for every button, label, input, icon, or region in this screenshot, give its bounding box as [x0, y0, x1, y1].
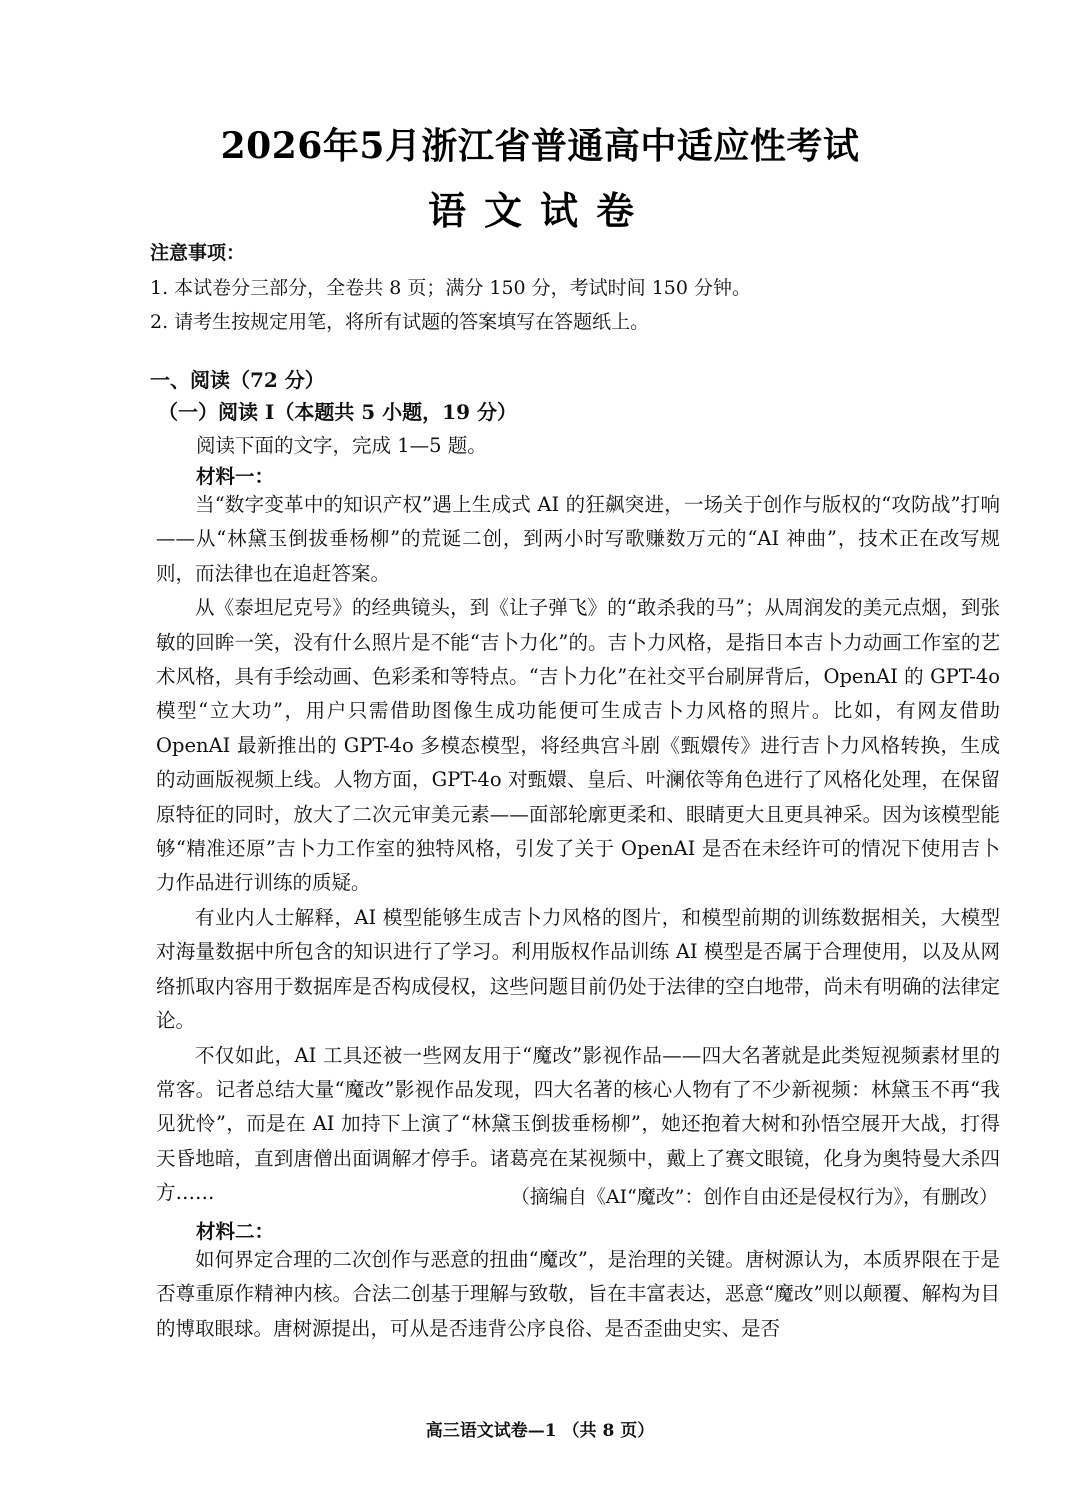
- material1-source: （摘编自《AI“魔改”：创作自由还是侵权行为》，有删改）: [510, 1186, 998, 1208]
- exam-title: 2026年5月浙江省普通高中适应性考试: [220, 125, 860, 167]
- exam-subtitle: 语文试卷: [427, 188, 652, 233]
- notice-item: 2. 请考生按规定用笔，将所有试题的答案填写在答题纸上。: [150, 311, 650, 333]
- material1-paragraph: 从《泰坦尼克号》的经典镜头，到《让子弹飞》的“敢杀我的马”；从周润发的美元点烟，到张敏的回眸一笑，没有什么照片是不能“吉卜力化”的。吉卜力风格，是指日本吉卜力动画工作室的艺术风格，具有手绘动画、色彩柔和等特点。“吉卜力化”在社交平台刷屏背后，OpenAI 的 GPT-4o 模型“立大功”，用户只需借助图像生成功能便可生成吉卜力风格的照片。比如，有网友借助 OpenAI 最新推出的 GPT-4o 多模态模型，将经典宫斗剧《甄嬛传》进行吉卜力风格转换，生成的动画版视频上线。人物方面，GPT-4o 对甄嬛、皇后、叶澜依等角色进行了风格化处理，在保留原特征的同时，放大了二次元审美元素——面部轮廓更柔和、眼睛更大且更具神采。因为该模型能够“精准还原”吉卜力工作室的独特风格，引发了关于 OpenAI 是否在未经许可的情况下使用吉卜力作品进行训练的质疑。: [156, 596, 1000, 895]
- section-subheading: （一）阅读 I（本题共 5 小题，19 分）: [158, 400, 517, 424]
- section-instruction: 阅读下面的文字，完成 1—5 题。: [196, 434, 487, 457]
- material1-paragraph: 有业内人士解释，AI 模型能够生成吉卜力风格的图片，和模型前期的训练数据相关，大模型对海量数据中所包含的知识进行了学习。利用版权作品训练 AI 模型是否属于合理使用，以及从网络抓取内容用于数据库是否构成侵权，这些问题目前仍处于法律的空白地带，尚未有明确的法律定论。: [156, 905, 1000, 1033]
- notice-item: 1. 本试卷分三部分，全卷共 8 页；满分 150 分，考试时间 150 分钟。: [150, 277, 752, 299]
- material2-label: 材料二：: [196, 1220, 275, 1243]
- notice-block: [150, 238, 1010, 339]
- notice-heading: 注意事项：: [150, 242, 246, 264]
- material1-paragraph: 当“数字变革中的知识产权”遇上生成式 AI 的狂飙突进，一场关于创作与版权的“攻防战”打响——从“林黛玉倒拔垂杨柳”的荒诞二创，到两小时写歌赚数万元的“AI 神曲”，技术正在改写规则，而法律也在追赶答案。: [156, 493, 1000, 585]
- material2-paragraph: 如何界定合理的二次创作与恶意的扭曲“魔改”，是治理的关键。唐树源认为，本质界限在于是否尊重原作精神内核。合法二创基于理解与致敬，旨在丰富表达，恶意“魔改”则以颠覆、解构为目的博取眼球。唐树源提出，可从是否违背公序良俗、是否歪曲史实、是否: [156, 1248, 1000, 1340]
- material2-body: [156, 1243, 1000, 1346]
- material1-label: 材料一：: [196, 465, 275, 488]
- material1-body: [156, 488, 1000, 1211]
- page-footer: 高三语文试卷—1 （共 8 页）: [425, 1421, 655, 1441]
- material1-paragraph: 不仅如此，AI 工具还被一些网友用于“魔改”影视作品——四大名著就是此类短视频素材里的常客。记者总结大量“魔改”影视作品发现，四大名著的核心人物有了不少新视频：林黛玉不再“我见犹怜”，而是在 AI 加持下上演了“林黛玉倒拔垂杨柳”，她还抱着大树和孙悟空展开大战，打得天昏地暗，直到唐僧出面调解才停手。诸葛亮在某视频中，戴上了赛文眼镜，化身为奥特曼大杀四方……: [156, 1043, 1000, 1205]
- section-heading: 一、阅读（72 分）: [150, 368, 325, 392]
